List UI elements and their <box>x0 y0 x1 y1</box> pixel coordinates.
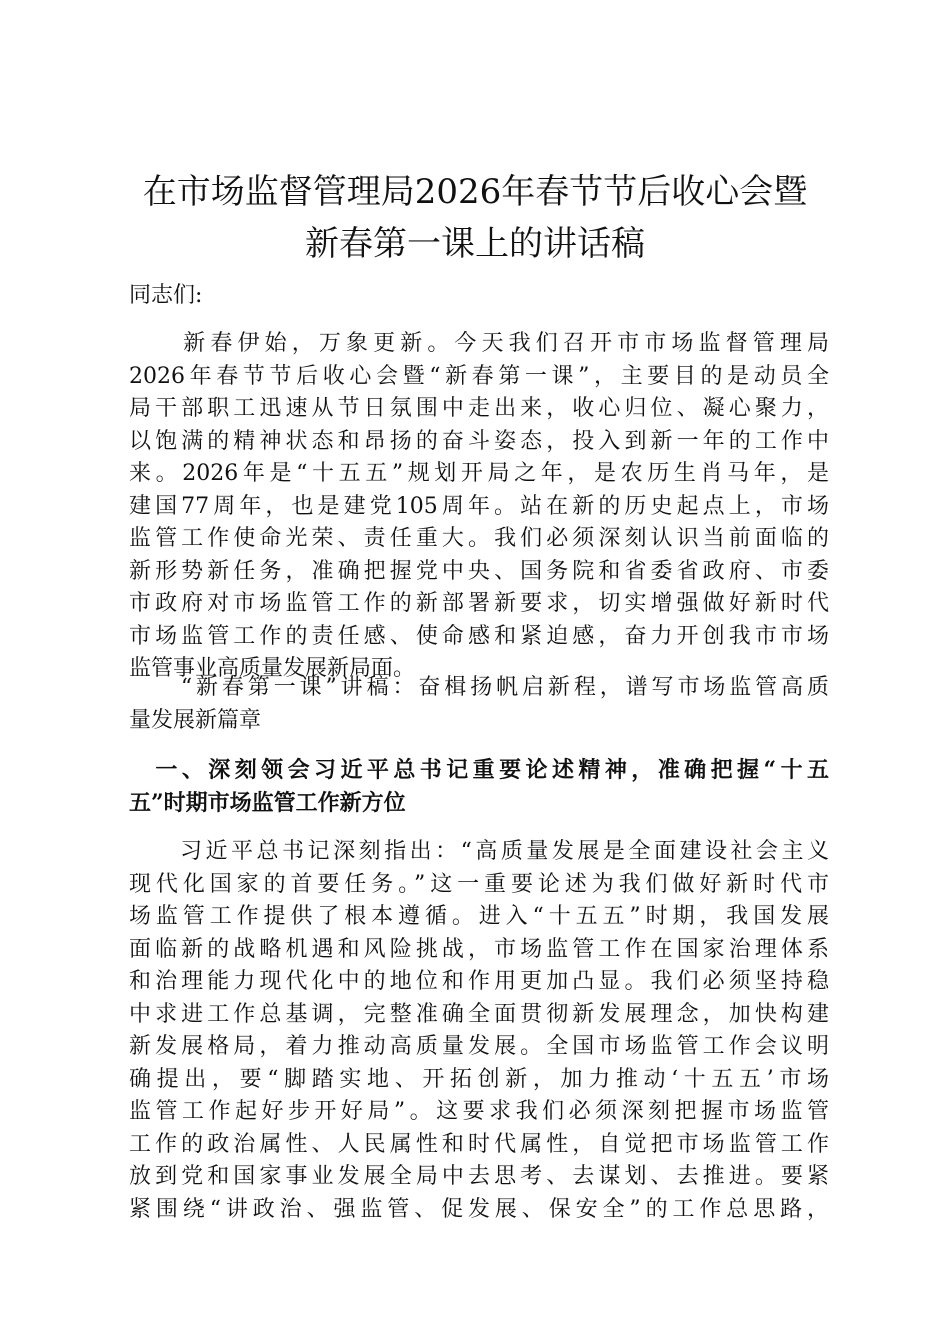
paragraph-line: 新形势新任务，准确把握党中央、国务院和省委省政府、市委 <box>129 558 829 584</box>
paragraph-line: 量发展新篇章 <box>129 707 262 733</box>
paragraph-line: 监管工作使命光荣、责任重大。我们必须深刻认识当前面临的 <box>129 526 829 551</box>
paragraph-line: 监管事业高质量发展新局面。 <box>129 656 416 681</box>
heading-line: 一、深刻领会习近平总书记重要论述精神，准确把握“十五 <box>129 757 829 783</box>
paragraph-line: 局干部职工迅速从节日氛围中走出来，收心归位、凝心聚力， <box>129 396 829 421</box>
paragraph-line: 中求进工作总基调，完整准确全面贯彻新发展理念，加快构建 <box>129 1001 829 1027</box>
paragraph-line: 面临新的战略机遇和风险挑战，市场监管工作在国家治理体系 <box>129 936 829 962</box>
paragraph-line: 习近平总书记深刻指出：“高质量发展是全面建设社会主义 <box>129 839 829 864</box>
paragraph-line: 现代化国家的首要任务。”这一重要论述为我们做好新时代市 <box>129 871 829 897</box>
paragraph-lecture-title <box>129 672 829 737</box>
title-line-2: 新春第一课上的讲话稿 <box>305 224 645 264</box>
salutation: 同志们: <box>129 283 203 308</box>
paragraph-line: 以饱满的精神状态和昂扬的奋斗姿态，投入到新一年的工作中 <box>129 428 829 454</box>
document-title <box>120 166 830 270</box>
paragraph-intro <box>129 328 829 686</box>
paragraph-line: 来。2026年是“十五五”规划开局之年，是农历生肖马年，是 <box>129 461 829 486</box>
paragraph-line: 场监管工作提供了根本遵循。进入“十五五”时期，我国发展 <box>129 904 829 929</box>
paragraph-line: 确提出，要“脚踏实地、开拓创新，加力推动‘十五五’市场 <box>129 1066 829 1092</box>
heading-line: 五”时期市场监管工作新方位 <box>129 789 406 816</box>
title-line-1: 在市场监督管理局2026年春节节后收心会暨 <box>142 172 808 212</box>
paragraph-line: 新春伊始，万象更新。今天我们召开市市场监督管理局 <box>129 331 829 356</box>
section-heading-1 <box>129 754 829 819</box>
paragraph-line: 工作的政治属性、人民属性和时代属性，自觉把市场监管工作 <box>129 1131 829 1157</box>
paragraph-line: 市政府对市场监管工作的新部署新要求，切实增强做好新时代 <box>129 591 829 616</box>
paragraph-line: 监管工作起好步开好局”。这要求我们必须深刻把握市场监管 <box>129 1099 829 1124</box>
paragraph-line: 建国77周年，也是建党105周年。站在新的历史起点上，市场 <box>129 493 829 519</box>
paragraph-line: 和治理能力现代化中的地位和作用更加凸显。我们必须坚持稳 <box>129 969 829 994</box>
paragraph-section-1 <box>129 836 829 1226</box>
paragraph-line: “新春第一课”讲稿：奋楫扬帆启新程，谱写市场监管高质 <box>129 675 829 700</box>
paragraph-line: 紧围绕“讲政治、强监管、促发展、保安全”的工作总思路， <box>129 1196 829 1222</box>
paragraph-line: 新发展格局，着力推动高质量发展。全国市场监管工作会议明 <box>129 1034 829 1059</box>
paragraph-line: 放到党和国家事业发展全局中去思考、去谋划、去推进。要紧 <box>129 1164 829 1189</box>
paragraph-line: 2026年春节节后收心会暨“新春第一课”，主要目的是动员全 <box>129 363 829 389</box>
paragraph-line: 市场监管工作的责任感、使命感和紧迫感，奋力开创我市市场 <box>129 623 829 649</box>
